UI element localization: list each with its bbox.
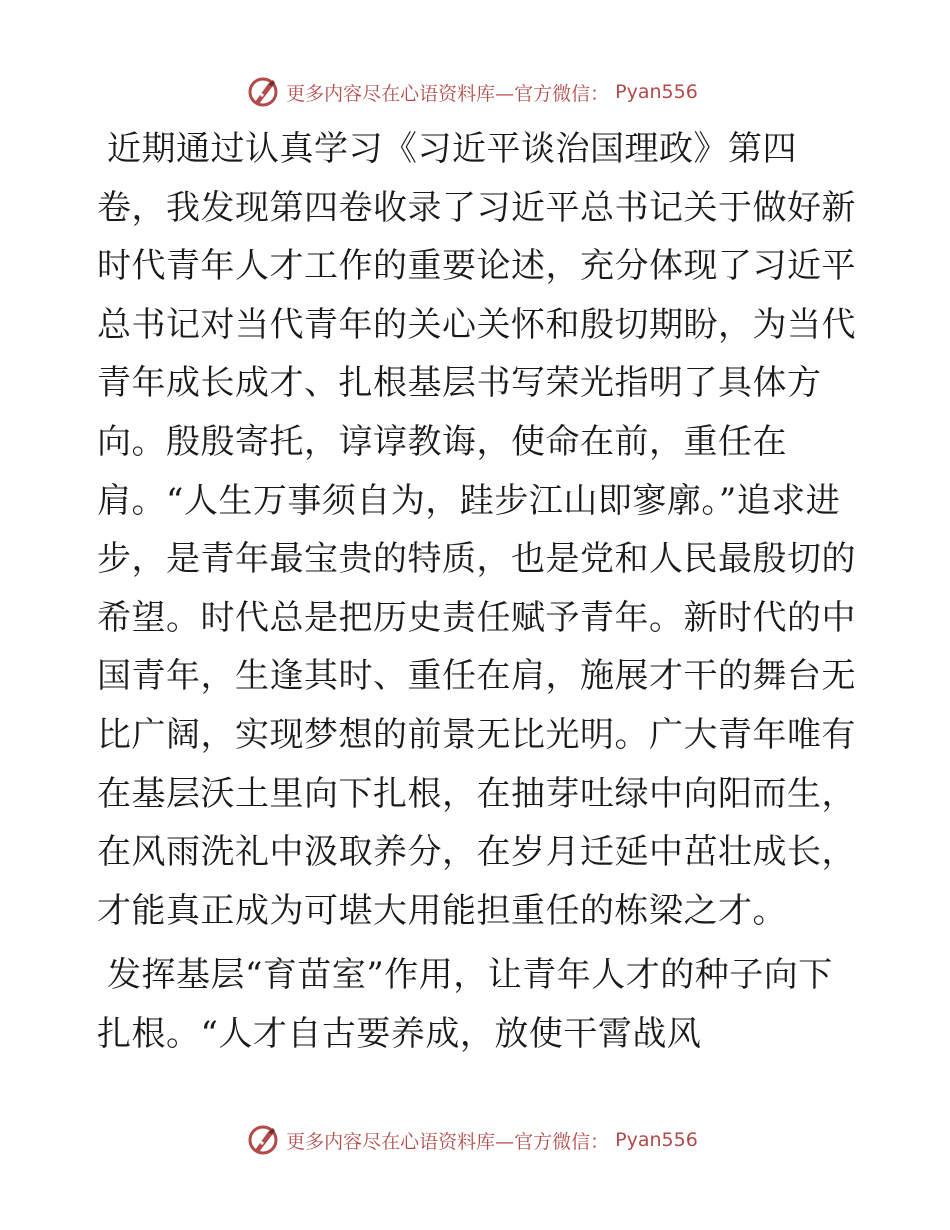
header-banner-wechat-id: Pyan556 [615,81,698,103]
paragraph-1: 近期通过认真学习《习近平谈治国理政》第四卷，我发现第四卷收录了习近平总书记关于做好新时代青年人才工作的重要论述，充分体现了习近平总书记对当代青年的关心关怀和殷切期盼，为当代青年成长成才、扎根基层书写荣光指明了具体方向。殷殷寄托，谆谆教诲，使命在前，重任在肩。“人生万事须自为，跬步江山即寥廓。”追求进步，是青年最宝贵的特质，也是党和人民最殷切的希望。时代总是把历史责任赋予青年。新时代的中国青年，生逢其时、重任在肩，施展才干的舞台无比广阔，实现梦想的前景无比光明。广大青年唯有在基层沃土里向下扎根，在抽芽吐绿中向阳而生，在风雨洗礼中汲取养分，在岁月迁延中茁壮成长，才能真正成为可堪大用能担重任的栋梁之才。 [97,129,856,931]
footer-banner-inner [246,1123,698,1157]
header-banner [0,70,950,114]
footer-banner-text: 更多内容尽在心语资料库—官方微信： [286,1130,610,1153]
footer-banner-wechat-id: Pyan556 [615,1129,698,1151]
header-banner-text: 更多内容尽在心语资料库—官方微信： [286,82,610,105]
pen-nib-logo-icon [246,1123,280,1157]
footer-banner [0,1118,950,1162]
paragraph-2: 发挥基层“育苗室”作用，让青年人才的种子向下扎根。“人才自古要养成，放使干霄战风 [97,955,833,1054]
pen-nib-logo-icon [246,75,280,109]
header-banner-inner [246,75,698,109]
document-body [97,120,857,1064]
